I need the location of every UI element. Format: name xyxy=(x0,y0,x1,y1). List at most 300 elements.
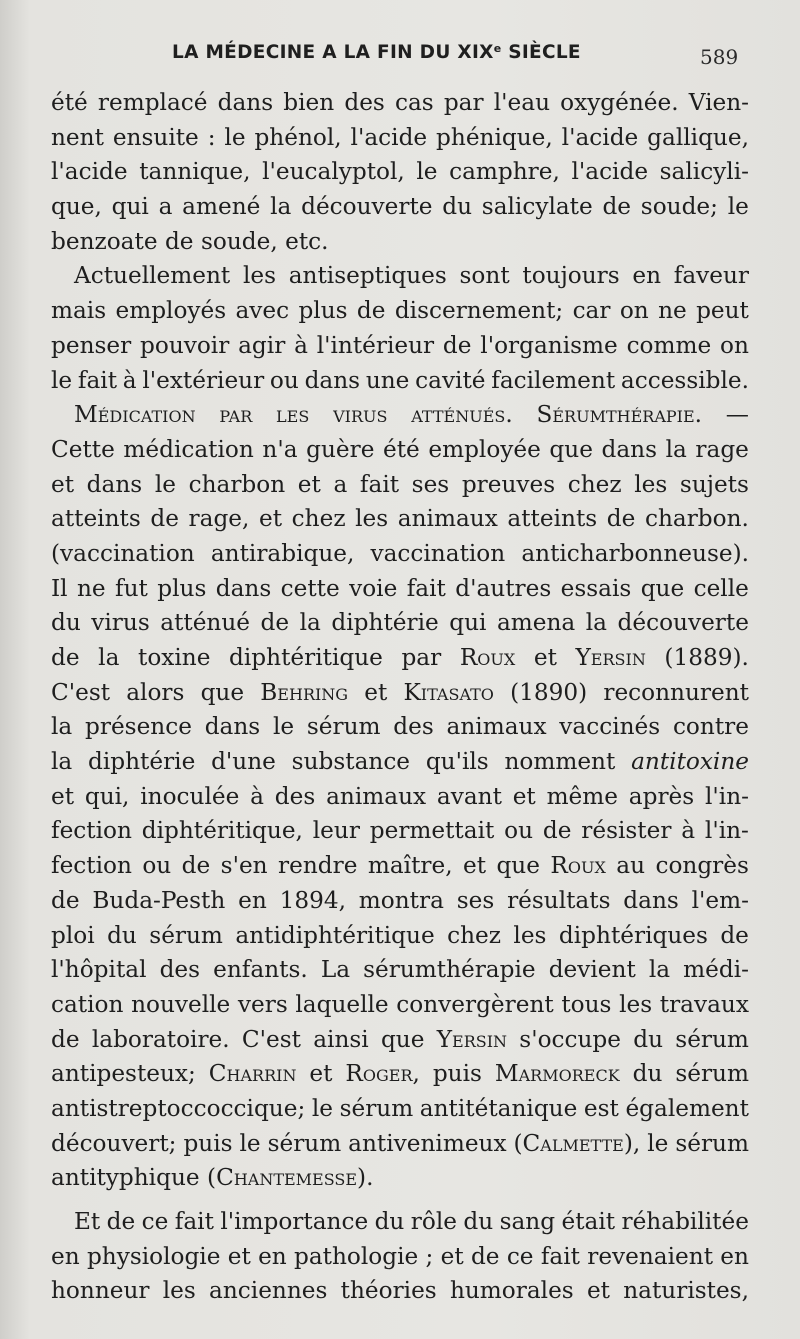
word: diphtérie xyxy=(331,609,439,637)
word: à xyxy=(250,782,264,810)
word: antitoxine xyxy=(631,748,749,776)
word: nomment xyxy=(504,748,616,776)
word: l'in- xyxy=(704,817,749,845)
word: à xyxy=(122,366,137,394)
word: était xyxy=(561,1208,616,1235)
word: devient xyxy=(548,956,636,984)
word: camphre, xyxy=(449,158,560,186)
word: chez xyxy=(447,921,501,949)
page-header xyxy=(0,42,800,76)
word: et xyxy=(51,782,75,810)
word: sérum xyxy=(339,1094,414,1122)
word: ce xyxy=(141,1208,169,1235)
word: Médication xyxy=(74,401,196,429)
word: sont xyxy=(459,262,510,290)
word: Charrin xyxy=(208,1060,297,1088)
word: : xyxy=(207,123,216,151)
word: avec xyxy=(235,297,290,325)
word: enfants. xyxy=(213,956,308,984)
text-line xyxy=(51,468,749,503)
word: ensuite xyxy=(112,123,199,151)
word: revenaient xyxy=(587,1242,714,1270)
word: sérum xyxy=(675,1129,749,1157)
word: au xyxy=(616,852,646,880)
word: puis xyxy=(183,1129,233,1157)
word: les xyxy=(242,262,276,290)
text-line xyxy=(51,953,749,988)
word: diphtériques xyxy=(558,921,708,949)
word: atteints xyxy=(51,505,141,533)
word: à xyxy=(681,817,696,845)
word: fection xyxy=(51,817,132,845)
word: en xyxy=(51,1242,80,1270)
word: Buda-Pesth xyxy=(92,886,226,914)
word: fait xyxy=(406,574,446,602)
word: les xyxy=(619,990,653,1018)
word: la xyxy=(299,609,321,637)
word: à xyxy=(294,331,308,359)
word: dans xyxy=(601,435,658,463)
word: antirabique, xyxy=(210,539,355,567)
word: qui xyxy=(111,193,149,221)
text-line xyxy=(51,1240,749,1275)
word: le xyxy=(272,713,295,741)
word: (1890) xyxy=(510,678,588,706)
word: a xyxy=(333,470,348,498)
word: contre xyxy=(672,713,749,741)
word: Roger, xyxy=(345,1060,420,1088)
word: théories xyxy=(340,1277,437,1305)
word: maître, xyxy=(367,852,453,880)
word: ou xyxy=(269,366,299,394)
word: de xyxy=(106,1208,136,1235)
word: de xyxy=(606,505,636,533)
word: de xyxy=(51,1025,80,1053)
text-line xyxy=(51,86,749,121)
word: rage xyxy=(695,435,749,463)
word: atténué xyxy=(160,609,251,637)
word: l'acide xyxy=(571,158,649,186)
running-head xyxy=(172,42,581,63)
word: les xyxy=(355,505,389,533)
word: que xyxy=(200,678,245,706)
text-line xyxy=(51,537,749,572)
text-line xyxy=(51,1205,749,1240)
word: soude; xyxy=(640,193,718,221)
word: diphtérie xyxy=(88,748,196,776)
word: Yersin xyxy=(575,644,646,671)
word: tous xyxy=(561,990,612,1018)
word: soude, xyxy=(200,227,278,255)
word: pathologie xyxy=(294,1242,419,1270)
text-line xyxy=(51,606,749,641)
word: ou xyxy=(142,852,172,880)
word: du xyxy=(633,1025,664,1053)
text-line xyxy=(51,190,749,225)
word: été xyxy=(383,435,420,463)
word: honneur xyxy=(51,1277,150,1305)
word: fection xyxy=(51,852,132,880)
word: diphtéritique xyxy=(229,644,383,671)
word: que xyxy=(380,1025,425,1053)
text-line xyxy=(51,1274,749,1309)
word: laboratoire. xyxy=(91,1025,230,1053)
word: ce xyxy=(506,1242,534,1270)
word: et xyxy=(364,678,388,706)
word: tannique, xyxy=(139,158,251,186)
word: guère xyxy=(306,435,375,463)
word: antipesteux; xyxy=(51,1060,196,1088)
word: Il xyxy=(51,574,68,602)
word: que xyxy=(549,435,593,463)
text-line xyxy=(51,294,749,329)
running-head-end: SIÈCLE xyxy=(501,42,581,63)
word: virus xyxy=(333,401,388,429)
word: discernement; xyxy=(394,297,564,325)
word: Vien- xyxy=(688,89,749,116)
word: fait xyxy=(540,1242,580,1270)
word: la xyxy=(270,193,292,221)
word: a xyxy=(158,193,173,221)
word: chez xyxy=(567,470,622,498)
word: en xyxy=(720,1242,749,1270)
word: du xyxy=(632,1060,663,1088)
word: faveur xyxy=(673,262,749,290)
word: Roux xyxy=(459,644,516,671)
word: plus xyxy=(157,574,207,602)
word: animaux xyxy=(446,713,547,741)
word: avant xyxy=(436,782,502,810)
running-head-main: LA MÉDECINE A LA FIN DU XIX xyxy=(172,42,494,63)
word: sujets xyxy=(679,470,749,498)
text-line xyxy=(51,641,749,676)
text-line xyxy=(51,988,749,1023)
text-line xyxy=(51,1092,749,1127)
word: la xyxy=(665,435,687,463)
word: celle xyxy=(693,574,749,602)
word: La xyxy=(320,956,351,984)
word: atténués. xyxy=(411,401,513,429)
word: sang xyxy=(499,1208,556,1235)
word: sérum xyxy=(675,1060,749,1088)
word: Yersin xyxy=(436,1025,508,1053)
word: sérum xyxy=(675,1025,749,1053)
word: ses xyxy=(411,470,450,498)
word: également xyxy=(625,1094,749,1122)
word: employée xyxy=(428,435,541,463)
word: des xyxy=(274,782,316,810)
word: essais xyxy=(560,574,632,602)
word: animaux xyxy=(397,505,498,533)
word: que, xyxy=(51,193,102,221)
word: d'une xyxy=(211,748,276,776)
word: dans xyxy=(304,366,361,394)
word: naturistes, xyxy=(623,1277,749,1305)
word: et xyxy=(309,1060,333,1088)
word: en xyxy=(632,262,662,290)
word: et xyxy=(463,852,487,880)
word: du xyxy=(107,921,137,949)
word: d'autres xyxy=(455,574,552,602)
word: présence xyxy=(85,713,192,741)
word: mais xyxy=(51,297,107,325)
word: l'acide xyxy=(51,158,128,186)
word: l'eucalyptol, xyxy=(262,158,405,186)
word: du xyxy=(463,1208,494,1235)
word: rôle xyxy=(410,1208,457,1235)
word: Actuellement xyxy=(74,262,231,290)
word: ne xyxy=(76,574,106,602)
word: vaccination xyxy=(370,539,506,567)
word: ainsi xyxy=(313,1025,369,1053)
word: Cette xyxy=(51,435,115,463)
word: le xyxy=(51,366,73,394)
word: et xyxy=(512,782,536,810)
word: C'est xyxy=(51,678,111,706)
word: voie xyxy=(349,574,398,602)
word: (vaccination xyxy=(51,539,195,567)
word: vaccinés xyxy=(559,713,661,741)
word: que xyxy=(640,574,685,602)
word: dans xyxy=(86,470,143,498)
word: permettait xyxy=(369,817,495,845)
word: sérum xyxy=(267,1129,342,1157)
word: substance xyxy=(291,748,411,776)
word: s'en xyxy=(220,852,268,880)
word: une xyxy=(365,366,410,394)
word: l'eau xyxy=(493,89,551,116)
word: du xyxy=(442,193,473,221)
text-line xyxy=(51,121,749,156)
word: de xyxy=(51,886,80,914)
word: (Chantemesse). xyxy=(207,1164,374,1192)
word: rendre xyxy=(278,852,358,880)
word: cavité xyxy=(415,366,486,394)
word: puis xyxy=(432,1060,482,1088)
word: car xyxy=(572,297,611,325)
word: l'acide xyxy=(350,123,428,151)
word: dans xyxy=(623,886,679,914)
word: travaux xyxy=(659,990,749,1018)
word: ne xyxy=(658,297,687,325)
text-line xyxy=(51,849,749,884)
word: agir xyxy=(238,331,286,359)
word: de xyxy=(260,609,290,637)
text-line xyxy=(51,398,749,433)
word: l'em- xyxy=(691,886,749,914)
word: les xyxy=(276,401,310,429)
word: de xyxy=(150,505,179,533)
word: sérumthérapie xyxy=(363,956,536,984)
word: des xyxy=(159,956,201,984)
text-line xyxy=(51,780,749,815)
word: de xyxy=(51,644,80,671)
word: C'est xyxy=(241,1025,301,1053)
word: ploi xyxy=(51,921,95,949)
text-line xyxy=(51,814,749,849)
word: l'hôpital xyxy=(51,956,147,984)
word: de xyxy=(442,331,472,359)
body-text xyxy=(51,86,749,1309)
word: phénol, xyxy=(254,123,342,151)
word: de xyxy=(164,227,194,255)
word: on xyxy=(619,297,649,325)
word: médi- xyxy=(683,956,749,984)
word: animaux xyxy=(326,782,427,810)
word: les xyxy=(513,921,547,949)
word: Sérumthérapie. xyxy=(536,401,703,429)
text-line xyxy=(51,155,749,190)
word: alors xyxy=(126,678,185,706)
word: le xyxy=(154,470,176,498)
word: penser xyxy=(51,331,132,359)
word: par xyxy=(401,644,442,671)
word: dans xyxy=(217,89,274,116)
word: l'importance xyxy=(220,1208,369,1235)
word: antityphique xyxy=(51,1164,200,1192)
word: phénique, xyxy=(436,123,553,151)
word: la xyxy=(585,609,608,637)
text-line xyxy=(51,1161,749,1196)
word: les xyxy=(634,470,668,498)
word: ses xyxy=(456,886,495,914)
word: comme xyxy=(626,331,712,359)
word: le xyxy=(727,193,749,221)
word: des xyxy=(344,89,385,116)
word: l'extérieur xyxy=(142,366,265,394)
word: accessible. xyxy=(620,366,749,394)
word: même xyxy=(546,782,618,810)
word: salicyli- xyxy=(659,158,749,186)
word: laquelle xyxy=(295,990,389,1018)
word: la xyxy=(51,748,73,776)
word: l'organisme xyxy=(480,331,618,359)
word: le xyxy=(239,1129,261,1157)
text-line xyxy=(51,884,749,919)
word: etc. xyxy=(285,227,329,255)
word: dans xyxy=(215,574,272,602)
word: inoculée xyxy=(140,782,240,810)
word: (1889). xyxy=(664,644,749,671)
word: benzoate xyxy=(51,227,158,255)
word: que xyxy=(496,852,540,880)
word: qui xyxy=(449,609,487,637)
word: résister xyxy=(581,817,672,845)
word: vers xyxy=(237,990,288,1018)
word: on xyxy=(720,331,749,359)
word: des xyxy=(393,713,434,741)
word: Behring xyxy=(260,678,349,706)
word: atteints xyxy=(507,505,598,533)
running-head-superscript: e xyxy=(493,42,502,55)
word: et xyxy=(51,470,75,498)
word: le xyxy=(311,1094,333,1122)
word: et xyxy=(227,1242,251,1270)
word: cas xyxy=(394,89,434,116)
word: Roux xyxy=(550,852,606,880)
word: antivenimeux xyxy=(348,1129,507,1157)
word: s'occupe xyxy=(519,1025,622,1053)
text-line xyxy=(51,676,749,711)
page-number: 589 xyxy=(700,45,739,69)
text-line xyxy=(51,745,749,780)
word: la xyxy=(51,713,73,741)
word: bien xyxy=(283,89,335,116)
word: antistreptoccoccique; xyxy=(51,1094,306,1122)
word: découverte xyxy=(617,609,749,637)
word: ; xyxy=(425,1242,434,1270)
word: convergèrent xyxy=(396,990,554,1018)
word: montra xyxy=(358,886,444,914)
word: oxygénée. xyxy=(560,89,679,116)
word: peut xyxy=(696,297,749,325)
word: et xyxy=(586,1277,610,1305)
text-line xyxy=(51,1023,749,1058)
word: de xyxy=(470,1242,500,1270)
word: la xyxy=(98,644,120,671)
word: et xyxy=(297,470,321,498)
word: après xyxy=(628,782,695,810)
word: congrès xyxy=(655,852,749,880)
word: rage, xyxy=(188,505,250,533)
word: et xyxy=(440,1242,464,1270)
word: antidiphtéritique xyxy=(235,921,435,949)
word: nent xyxy=(51,123,104,151)
text-line xyxy=(51,1057,749,1092)
word: physiologie xyxy=(86,1242,221,1270)
word: ou xyxy=(504,817,534,845)
text-line xyxy=(51,502,749,537)
word: toxine xyxy=(138,644,211,671)
text-line xyxy=(51,329,749,364)
word: amena xyxy=(496,609,576,637)
word: dans xyxy=(204,713,261,741)
text-line xyxy=(51,919,749,954)
word: leur xyxy=(312,817,360,845)
word: anciennes xyxy=(209,1277,328,1305)
word: le xyxy=(416,158,438,186)
word: et xyxy=(259,505,283,533)
word: facilement xyxy=(491,366,616,394)
word: reconnurent xyxy=(603,678,749,706)
word: Et xyxy=(74,1208,101,1235)
word: nouvelle xyxy=(131,990,231,1018)
word: diphtéritique, xyxy=(141,817,303,845)
word: (Calmette), xyxy=(513,1129,641,1157)
word: fait xyxy=(359,470,400,498)
word: cette xyxy=(280,574,340,602)
word: gallique, xyxy=(647,123,749,151)
text-line xyxy=(51,572,749,607)
text-line xyxy=(51,225,749,260)
word: salicylate xyxy=(481,193,593,221)
word: fait xyxy=(174,1208,214,1235)
word: l'intérieur xyxy=(316,331,435,359)
word: de xyxy=(602,193,632,221)
word: du xyxy=(51,609,81,637)
word: l'acide xyxy=(561,123,639,151)
word: antiseptiques xyxy=(288,262,447,290)
word: de xyxy=(720,921,749,949)
word: les xyxy=(162,1277,196,1305)
text-line xyxy=(51,710,749,745)
word: n'a xyxy=(262,435,298,463)
word: 1894, xyxy=(279,886,346,914)
word: en xyxy=(238,886,267,914)
text-line xyxy=(51,433,749,468)
word: découvert; xyxy=(51,1129,177,1157)
word: de xyxy=(356,297,386,325)
